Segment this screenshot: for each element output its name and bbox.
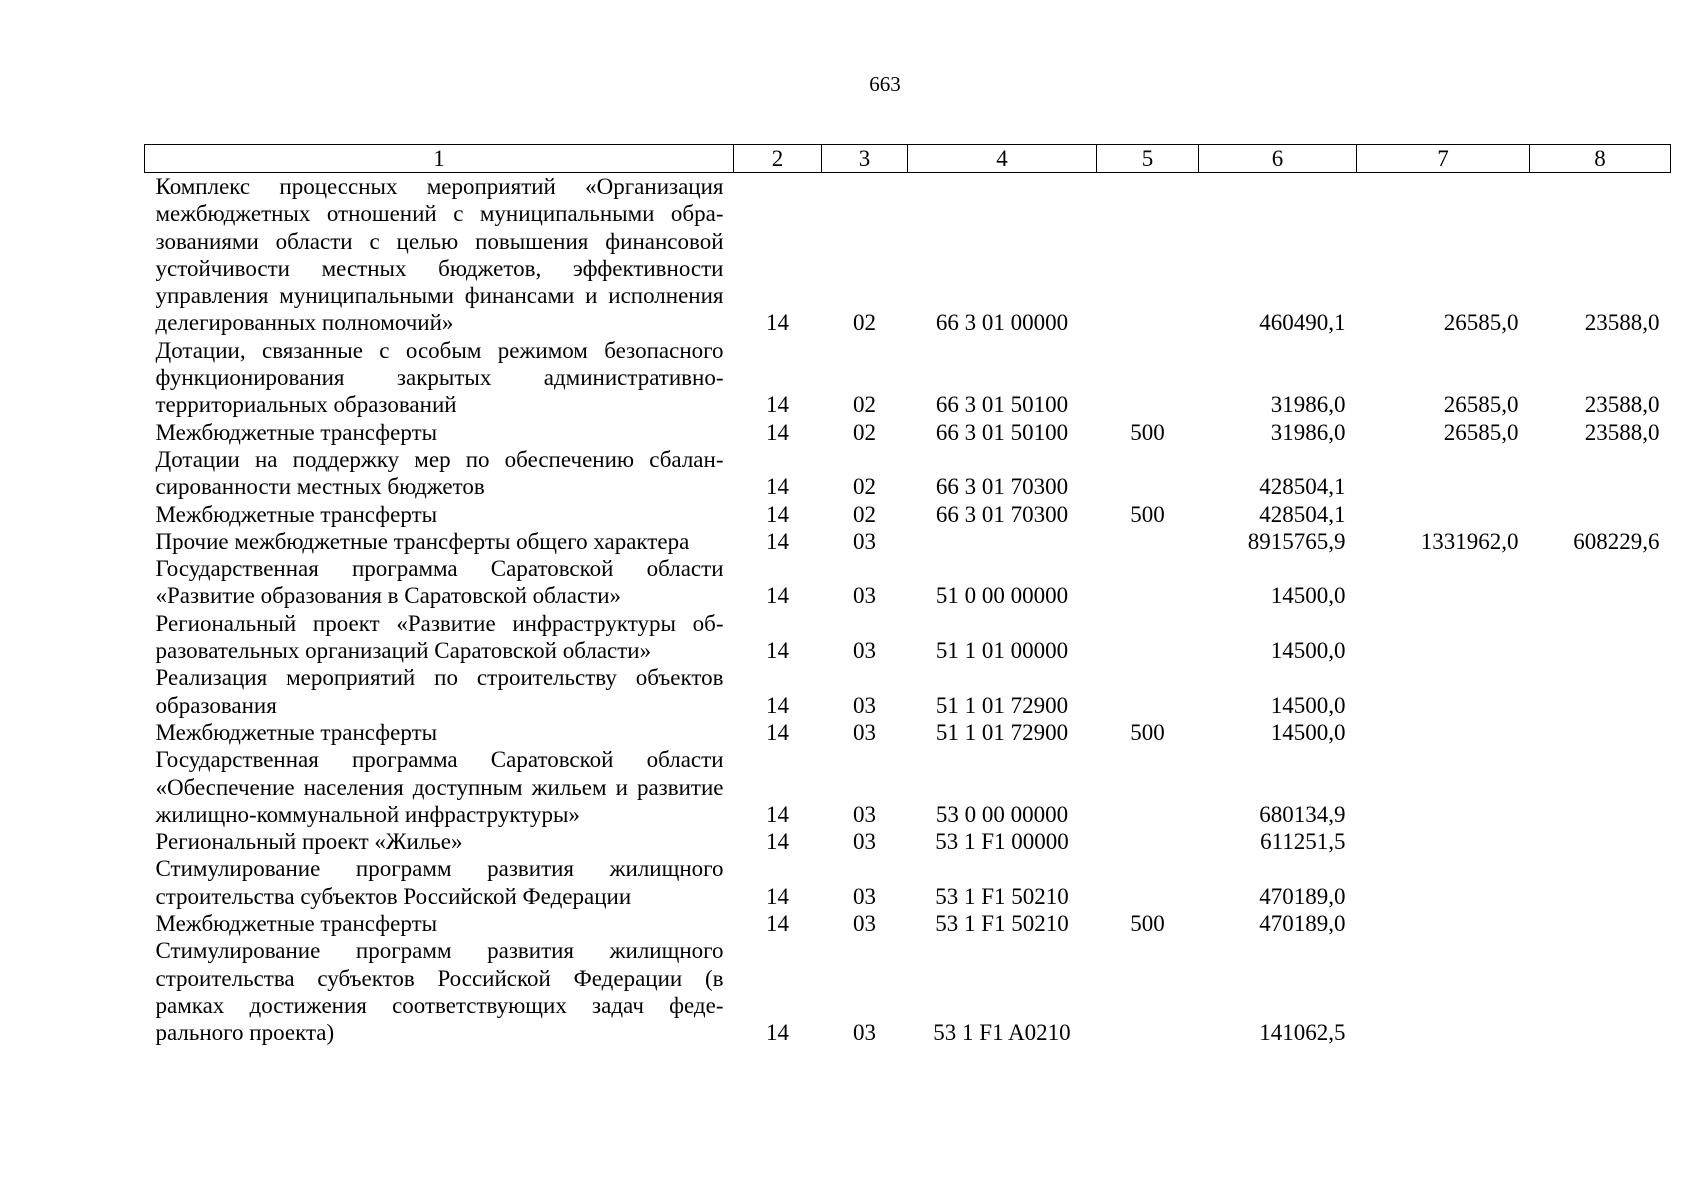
amount-3: [1530, 828, 1671, 855]
section-code: 14: [766, 801, 789, 827]
expense-kind-code: [1097, 337, 1199, 419]
table-header-row: [145, 145, 1671, 173]
amount-3: [1530, 664, 1671, 719]
amount-2: [1357, 746, 1530, 828]
article-code: 51 1 01 72900: [935, 692, 1069, 718]
row-name: Комплекс процессных мероприятий «Организация межбюджетных отношений с муниципальными образованиями области с целью повышения финансовой устойчивости местных бюджетов, эффективности управления муниципальными финансами и исполнения делегированных полномочий»: [155, 174, 724, 336]
amount-2: 26585,0: [1443, 419, 1519, 445]
amount-1: 14500,0: [1270, 583, 1346, 609]
column-header: 8: [1530, 145, 1671, 173]
row-name: Дотации на поддержку мер по обеспечению сбалансированности местных бюджетов: [155, 446, 724, 500]
amount-1: 428504,1: [1259, 474, 1346, 500]
expense-kind-code: 500: [1130, 719, 1165, 745]
subsection-code: 03: [853, 719, 876, 745]
subsection-code: 03: [853, 829, 876, 855]
subsection-code: 03: [853, 911, 876, 937]
column-header: 1: [145, 145, 734, 173]
amount-1: 14500,0: [1270, 692, 1346, 718]
amount-3: 23588,0: [1584, 310, 1660, 336]
column-header: 7: [1357, 145, 1530, 173]
row-name: Стимулирование программ развития жилищного строительства субъектов Российской Федерации (в рамках достижения соответствующих задач федерального проекта): [155, 938, 724, 1046]
amount-1: 470189,0: [1259, 883, 1346, 909]
table-row: [145, 173, 1671, 337]
expense-kind-code: [1097, 446, 1199, 501]
amount-2: [1357, 610, 1530, 665]
expense-kind-code: 500: [1130, 911, 1165, 937]
article-code: [908, 528, 1097, 555]
section-code: 14: [766, 911, 789, 937]
amount-2: [1357, 719, 1530, 746]
subsection-code: 03: [853, 583, 876, 609]
amount-1: 141062,5: [1259, 1020, 1346, 1046]
amount-3: 23588,0: [1584, 392, 1660, 418]
amount-2: [1357, 664, 1530, 719]
expense-kind-code: [1097, 828, 1199, 855]
amount-1: 31986,0: [1270, 419, 1346, 445]
table-row: [145, 746, 1671, 828]
article-code: 53 0 00 00000: [935, 801, 1069, 827]
article-code: 66 3 01 50100: [935, 419, 1069, 445]
amount-3: [1530, 555, 1671, 610]
article-code: 66 3 01 70300: [935, 501, 1069, 527]
row-name: Государственная программа Саратовской области «Обеспечение населения доступным жильем и развитие жилищно-коммунальной инфраструктуры»: [155, 747, 724, 827]
table-row: [145, 501, 1671, 528]
table-row: [145, 937, 1671, 1046]
article-code: 53 1 F1 50210: [935, 883, 1069, 909]
table-row: [145, 664, 1671, 719]
page-number: 663: [869, 72, 901, 96]
amount-1: 31986,0: [1270, 392, 1346, 418]
column-header: 4: [908, 145, 1097, 173]
row-name: Дотации, связанные с особым режимом безопасного функционирования закрытых административно-территориальных образований: [155, 337, 724, 418]
row-name: Стимулирование программ развития жилищного строительства субъектов Российской Федерации: [155, 856, 724, 909]
amount-2: [1357, 910, 1530, 937]
article-code: 51 1 01 00000: [935, 638, 1069, 664]
amount-1: 611251,5: [1260, 829, 1346, 855]
budget-table: [144, 144, 1671, 1047]
subsection-code: 03: [853, 638, 876, 664]
article-code: 66 3 01 00000: [935, 310, 1069, 336]
row-name: Межбюджетные трансферты: [155, 911, 438, 937]
article-code: 53 1 F1 00000: [935, 829, 1069, 855]
table-row: [145, 828, 1671, 855]
section-code: 14: [766, 638, 789, 664]
section-code: 14: [766, 883, 789, 909]
column-header: 5: [1097, 145, 1199, 173]
amount-1: 428504,1: [1259, 501, 1346, 527]
article-code: 51 1 01 72900: [935, 719, 1069, 745]
table-row: [145, 528, 1671, 555]
section-code: 14: [766, 310, 789, 336]
table-row: [145, 855, 1671, 910]
amount-3: [1530, 746, 1671, 828]
expense-kind-code: [1097, 173, 1199, 337]
column-header: 6: [1199, 145, 1357, 173]
table-row: [145, 719, 1671, 746]
row-name: Региональный проект «Развитие инфраструктуры образовательных организаций Саратовской области»: [155, 610, 724, 664]
amount-3: [1530, 719, 1671, 746]
subsection-code: 03: [853, 528, 876, 554]
expense-kind-code: [1097, 937, 1199, 1046]
amount-3: [1530, 937, 1671, 1046]
row-name: Межбюджетные трансферты: [155, 419, 438, 445]
subsection-code: 02: [853, 392, 876, 418]
amount-3: [1530, 610, 1671, 665]
row-name: Государственная программа Саратовской области «Развитие образования в Саратовской области»: [155, 556, 724, 609]
amount-2: [1357, 855, 1530, 910]
table-row: [145, 610, 1671, 665]
section-code: 14: [766, 1020, 789, 1046]
subsection-code: 03: [853, 883, 876, 909]
row-name: Межбюджетные трансферты: [155, 719, 438, 745]
amount-1: 8915765,9: [1247, 528, 1346, 554]
expense-kind-code: [1097, 746, 1199, 828]
expense-kind-code: 500: [1130, 501, 1165, 527]
amount-3: [1530, 446, 1671, 501]
section-code: 14: [766, 474, 789, 500]
section-code: 14: [766, 829, 789, 855]
row-name: Реализация мероприятий по строительству объектов образования: [155, 665, 724, 718]
section-code: 14: [766, 419, 789, 445]
article-code: 53 1 F1 50210: [935, 911, 1069, 937]
subsection-code: 03: [853, 692, 876, 718]
article-code: 53 1 F1 A0210: [933, 1020, 1071, 1046]
amount-2: 26585,0: [1443, 310, 1519, 336]
subsection-code: 02: [853, 310, 876, 336]
expense-kind-code: 500: [1130, 419, 1165, 445]
expense-kind-code: [1097, 528, 1199, 555]
amount-2: 26585,0: [1443, 392, 1519, 418]
amount-3: 23588,0: [1584, 419, 1660, 445]
section-code: 14: [766, 392, 789, 418]
expense-kind-code: [1097, 610, 1199, 665]
subsection-code: 02: [853, 474, 876, 500]
subsection-code: 03: [853, 801, 876, 827]
row-name: Межбюджетные трансферты: [155, 501, 438, 527]
amount-2: [1357, 446, 1530, 501]
amount-1: 14500,0: [1270, 638, 1346, 664]
amount-2: [1357, 828, 1530, 855]
section-code: 14: [766, 692, 789, 718]
table-row: [145, 555, 1671, 610]
amount-3: [1530, 501, 1671, 528]
expense-kind-code: [1097, 555, 1199, 610]
amount-3: [1530, 855, 1671, 910]
subsection-code: 02: [853, 501, 876, 527]
section-code: 14: [766, 528, 789, 554]
subsection-code: 03: [853, 1020, 876, 1046]
expense-kind-code: [1097, 664, 1199, 719]
column-header: 3: [822, 145, 908, 173]
table-row: [145, 337, 1671, 419]
column-header: 2: [734, 145, 822, 173]
section-code: 14: [766, 501, 789, 527]
amount-2: [1357, 501, 1530, 528]
table-row: [145, 446, 1671, 501]
row-name: Региональный проект «Жилье»: [155, 829, 463, 855]
table-row: [145, 419, 1671, 446]
amount-3: 608229,6: [1573, 528, 1660, 554]
section-code: 14: [766, 719, 789, 745]
amount-2: [1357, 555, 1530, 610]
table-row: [145, 910, 1671, 937]
amount-1: 14500,0: [1270, 719, 1346, 745]
row-name: Прочие межбюджетные трансферты общего характера: [155, 528, 690, 554]
article-code: 51 0 00 00000: [935, 583, 1069, 609]
amount-2: [1357, 937, 1530, 1046]
amount-1: 680134,9: [1259, 801, 1346, 827]
subsection-code: 02: [853, 419, 876, 445]
section-code: 14: [766, 583, 789, 609]
article-code: 66 3 01 70300: [935, 474, 1069, 500]
amount-3: [1530, 910, 1671, 937]
article-code: 66 3 01 50100: [935, 392, 1069, 418]
expense-kind-code: [1097, 855, 1199, 910]
amount-1: 460490,1: [1259, 310, 1346, 336]
amount-1: 470189,0: [1259, 911, 1346, 937]
amount-2: 1331962,0: [1420, 528, 1519, 554]
